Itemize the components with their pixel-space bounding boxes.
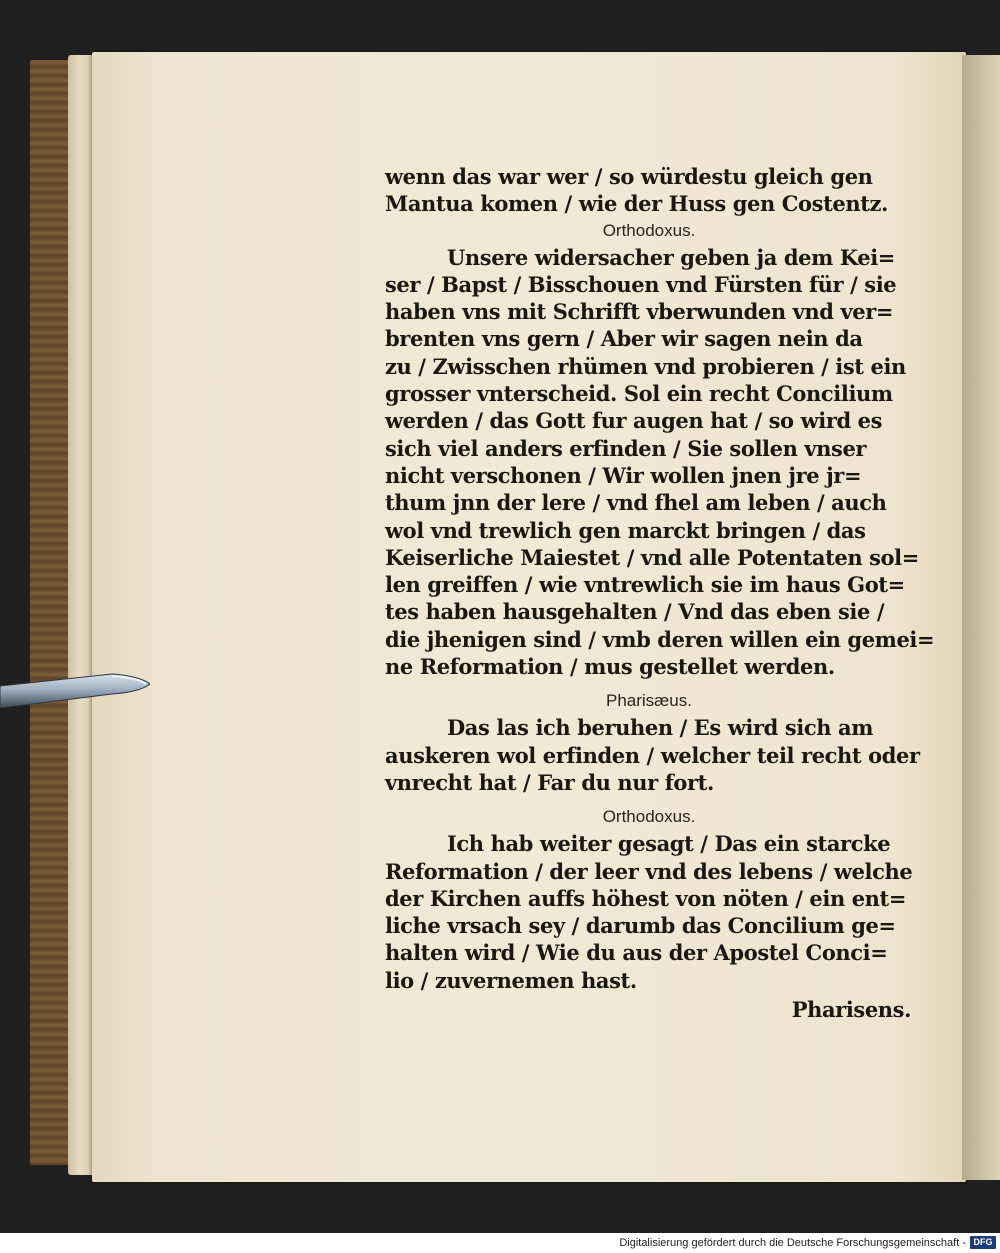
text-line: Das las ich beruhen / Es wird sich am <box>447 715 874 741</box>
text-line: wenn das war wer / so würdestu gleich gen <box>385 164 873 189</box>
pen-pointer-icon <box>0 672 150 708</box>
speaker-heading: Orthodoxus. <box>602 807 696 827</box>
dfg-logo: DFG <box>970 1236 996 1249</box>
text-line: len greiffen / wie vntrewlich sie im haus Got= <box>385 572 905 598</box>
text-line: tes haben hausgehalten / Vnd das eben sie / <box>385 599 885 625</box>
text-line: wol vnd trewlich gen marckt bringen / das <box>385 517 866 543</box>
text-line: Reformation / der leer vnd des lebens / welche <box>385 858 913 884</box>
text-line: halten wird / Wie du aus der Apostel Conci= <box>385 940 888 966</box>
text-line: brenten vns gern / Aber wir sagen nein da <box>385 326 863 352</box>
text-line: grosser vnterscheid. Sol ein recht Concilium <box>385 381 893 407</box>
text-line: auskeren wol erfinden / welcher teil recht oder <box>385 742 920 768</box>
text-block <box>385 163 935 1023</box>
text-line: Unsere widersacher geben ja dem Kei= <box>447 244 895 270</box>
text-line: zu / Zwisschen rhümen vnd probieren / ist ein <box>385 353 906 379</box>
text-line: lio / zuvernemen hast. <box>385 967 637 993</box>
text-line: sich viel anders erfinden / Sie sollen vnser <box>385 435 867 461</box>
text-line: die jhenigen sind / vmb deren willen ein gemei= <box>385 626 935 652</box>
speaker-heading: Orthodoxus. <box>602 220 696 240</box>
footer-text: Digitalisierung gefördert durch die Deutsche Forschungsgemeinschaft - <box>619 1237 966 1249</box>
footer-bar <box>0 1233 1000 1253</box>
speaker-heading: Pharisæus. <box>606 691 692 711</box>
next-page-edge <box>962 55 1000 1180</box>
text-line: ser / Bapst / Bisschouen vnd Fürsten für / sie <box>385 271 897 297</box>
text-line: Keiserliche Maiestet / vnd alle Potentaten sol= <box>385 544 919 570</box>
text-line: werden / das Gott fur augen hat / so wird es <box>385 408 883 434</box>
text-line: der Kirchen auffs höhest von nöten / ein ent= <box>385 885 907 911</box>
catchword: Pharisens. <box>791 997 911 1023</box>
text-line: liche vrsach sey / darumb das Concilium ge= <box>385 913 896 939</box>
text-line: Mantua komen / wie der Huss gen Costentz. <box>385 191 888 217</box>
text-line: thum jnn der lere / vnd fhel am leben / auch <box>385 490 887 516</box>
text-line: vnrecht hat / Far du nur fort. <box>385 769 714 795</box>
text-line: haben vns mit Schrifft vberwunden vnd ver= <box>385 299 894 325</box>
text-line: ne Reformation / mus gestellet werden. <box>385 654 835 680</box>
text-line: nicht verschonen / Wir wollen jnen jre jr= <box>385 462 862 488</box>
text-line: Ich hab weiter gesagt / Das ein starcke <box>447 831 891 857</box>
